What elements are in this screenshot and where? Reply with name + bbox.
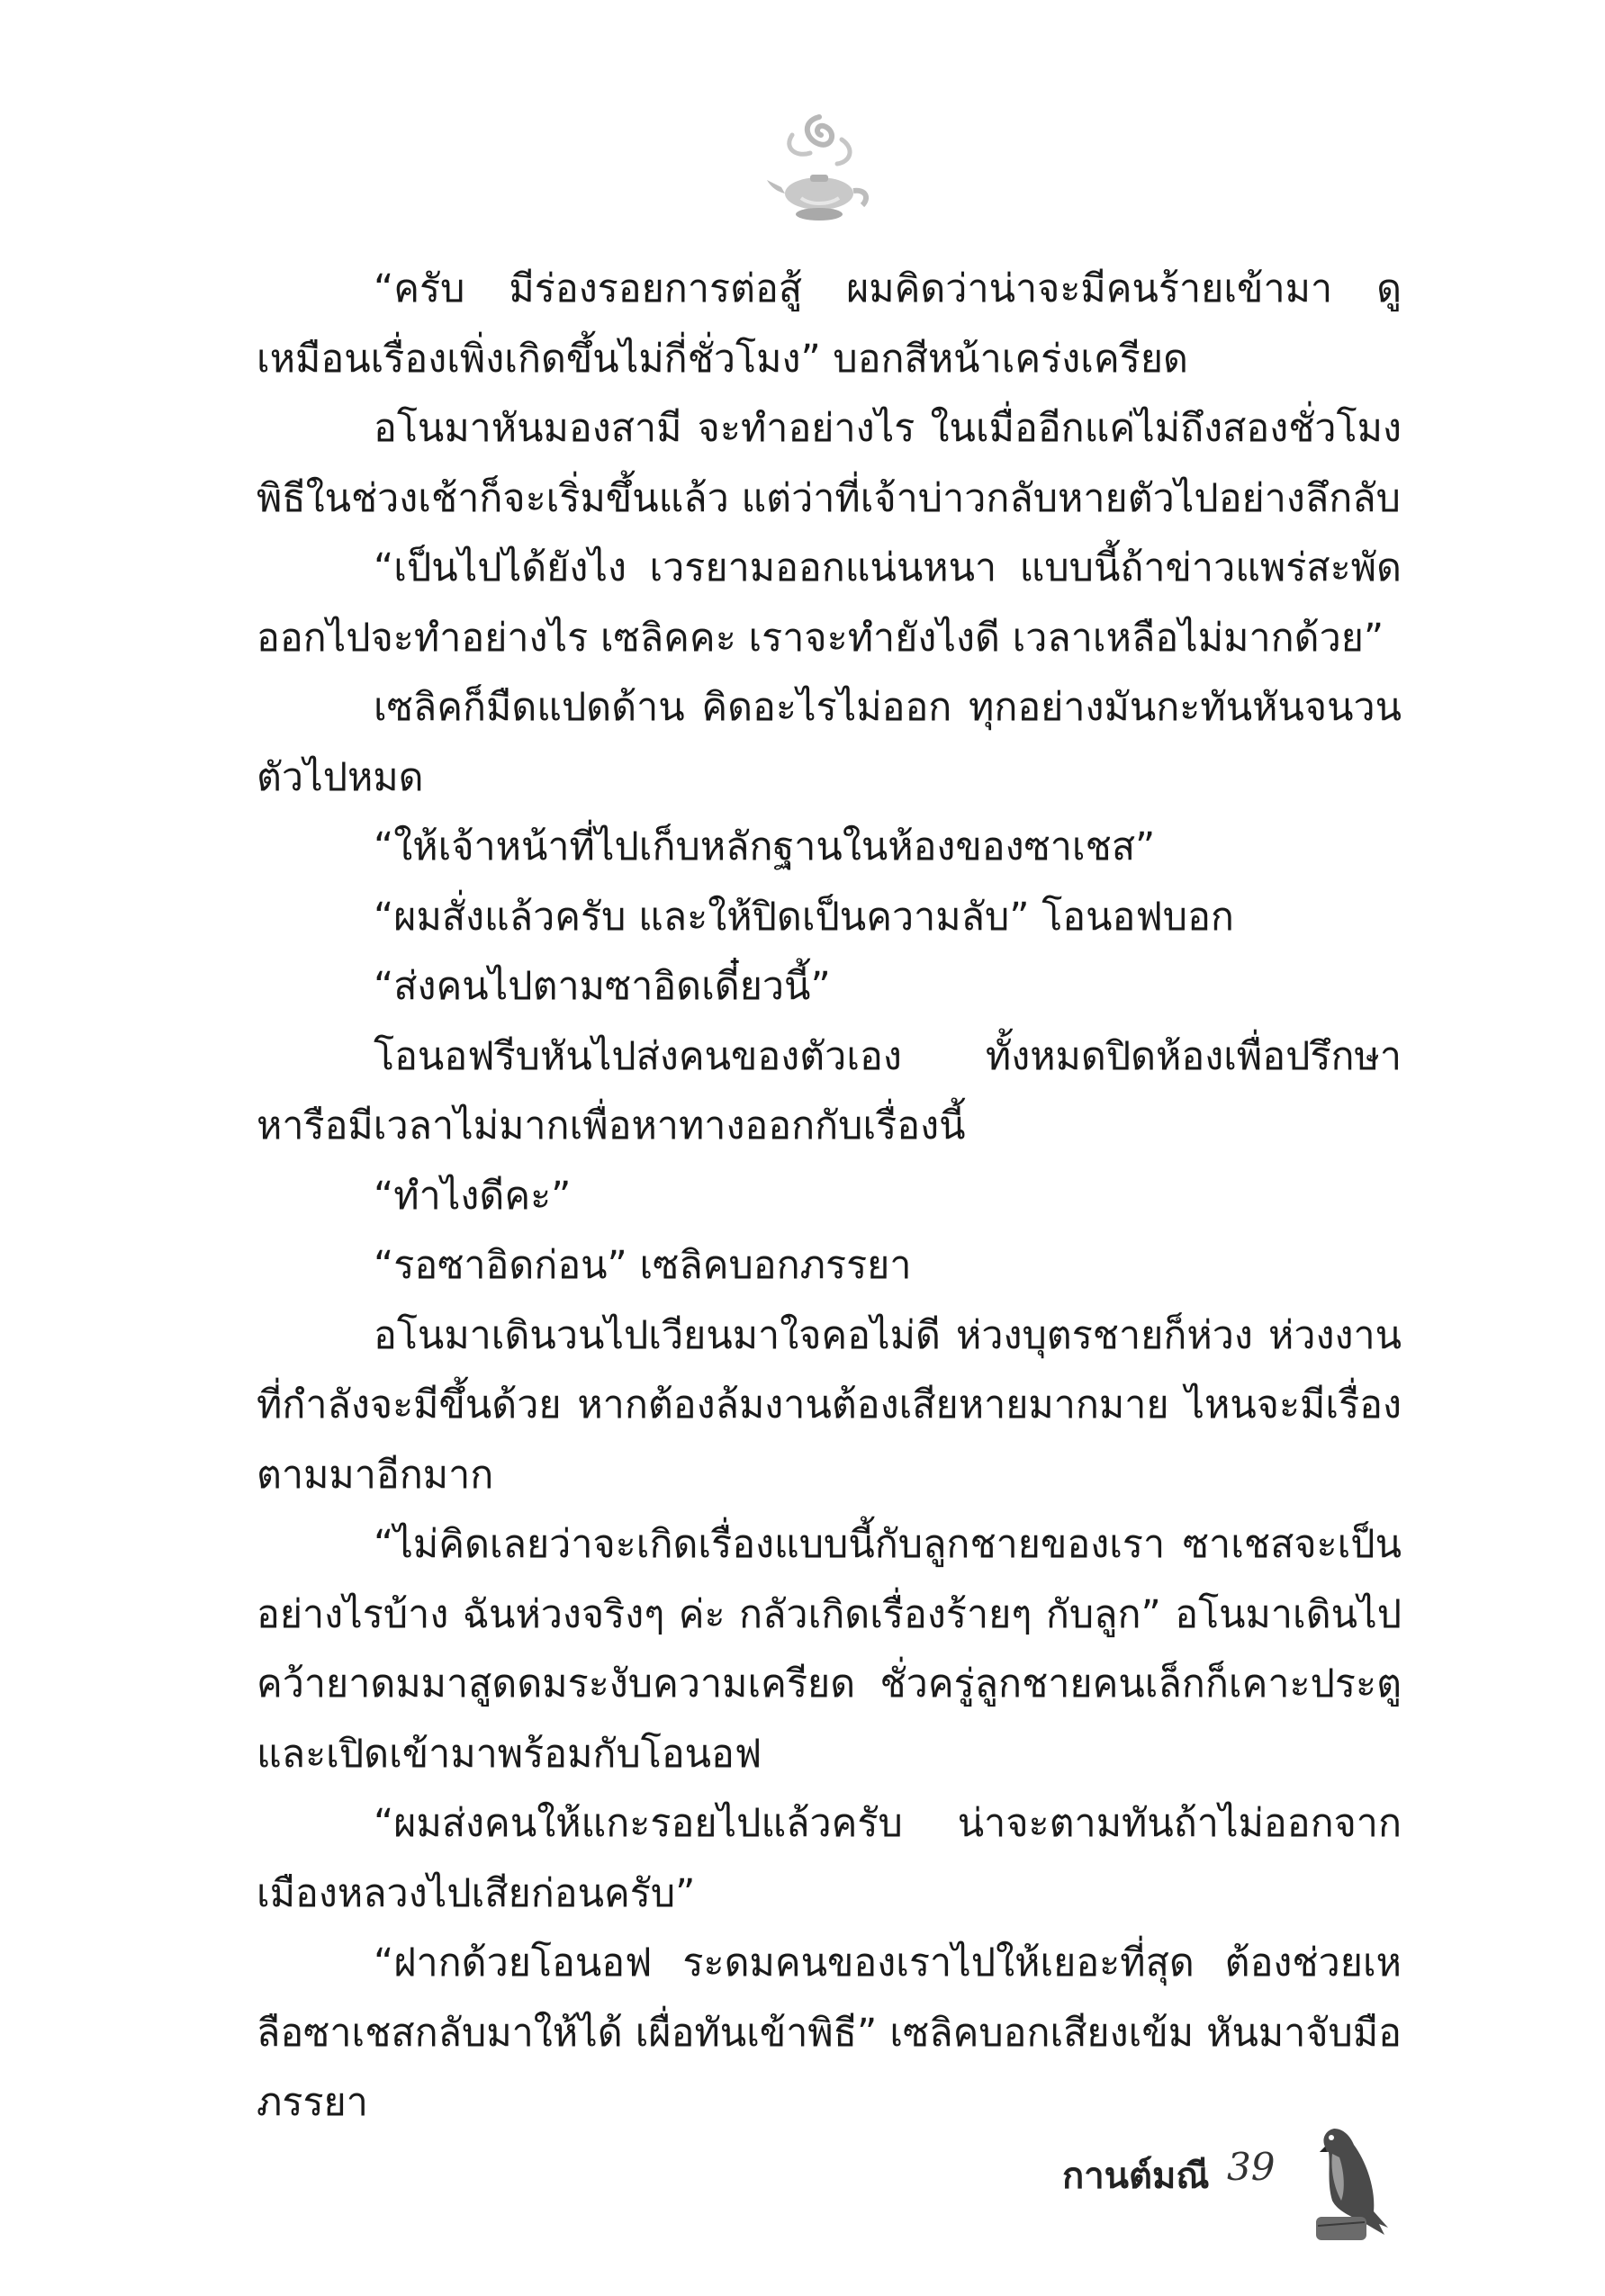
- paragraph: อโนมาหันมองสามี จะทำอย่างไร ในเมื่ออีกแค่ไม่ถึงสองชั่วโมงพิธีในช่วงเช้าก็จะเริ่มขึ้นแล้ว แต่ว่าที่เจ้าบ่าวกลับหายตัวไปอย่างลึกลับ: [257, 406, 1402, 521]
- paragraph: “ทำไงดีคะ”: [374, 1173, 572, 1219]
- paragraph: “ส่งคนไปตามซาอิดเดี๋ยวนี้”: [374, 964, 831, 1009]
- paragraph: เซลิคก็มืดแปดด้าน คิดอะไรไม่ออก ทุกอย่างมันกะทันหันจนวนตัวไปหมด: [257, 685, 1402, 800]
- paragraph: “ผมสั่งแล้วครับ และให้ปิดเป็นความลับ” โอนอฟบอก: [374, 894, 1234, 940]
- paragraph: “ให้เจ้าหน้าที่ไปเก็บหลักฐานในห้องของซาเชส”: [374, 824, 1156, 869]
- falcon-icon: [1298, 2111, 1397, 2246]
- page-footer: [990, 2111, 1404, 2291]
- paragraph: โอนอฟรีบหันไปส่งคนของตัวเอง ทั้งหมดปิดห้องเพื่อปรึกษาหารือมีเวลาไม่มากเพื่อหาทางออกกับเรื่องนี้: [257, 1033, 1402, 1148]
- paragraph: “รอซาอิดก่อน” เซลิคบอกภรรยา: [374, 1243, 912, 1288]
- paragraph: “ผมส่งคนให้แกะรอยไปแล้วครับ น่าจะตามทันถ้าไม่ออกจากเมืองหลวงไปเสียก่อนครับ”: [257, 1801, 1402, 1916]
- magic-lamp-icon: [765, 108, 873, 234]
- paragraph: “เป็นไปได้ยังไง เวรยามออกแน่นหนา แบบนี้ถ้าข่าวแพร่สะพัดออกไปจะทำอย่างไร เซลิคคะ เราจะทำยังไงดี เวลาเหลือไม่มากด้วย”: [257, 545, 1402, 661]
- paragraph: “ฝากด้วยโอนอฟ ระดมคนของเราไปให้เยอะที่สุด ต้องช่วยเหลือซาเชสกลับมาให้ได้ เผื่อทันเข้าพิธี” เซลิคบอกเสียงเข้ม หันมาจับมือภรรยา: [257, 1940, 1402, 2125]
- book-title: กานต์มณี: [1062, 2156, 1210, 2197]
- paragraph: “ไม่คิดเลยว่าจะเกิดเรื่องแบบนี้กับลูกชายของเรา ซาเชสจะเป็นอย่างไรบ้าง ฉันห่วงจริงๆ ค่ะ กลัวเกิดเรื่องร้ายๆ กับลูก” อโนมาเดินไปคว้ายาดมมาสูดดมระงับความเครียด ชั่วครู่ลูกชายคนเล็กก็เคาะประตูและเปิดเข้ามาพร้อมกับโอนอฟ: [257, 1522, 1402, 1777]
- paragraph: อโนมาเดินวนไปเวียนมาใจคอไม่ดี ห่วงบุตรชายก็ห่วง ห่วงงานที่กำลังจะมีขึ้นด้วย หากต้องล้มงานต้องเสียหายมากมาย ไหนจะมีเรื่องตามมาอีกมาก: [257, 1312, 1402, 1498]
- paragraph: “ครับ มีร่องรอยการต่อสู้ ผมคิดว่าน่าจะมีคนร้ายเข้ามา ดูเหมือนเรื่องเพิ่งเกิดขึ้นไม่กี่ชั่วโมง” บอกสีหน้าเคร่งเครียด: [257, 266, 1402, 382]
- body-text: [257, 255, 1402, 2138]
- page-number: 39: [1227, 2145, 1276, 2189]
